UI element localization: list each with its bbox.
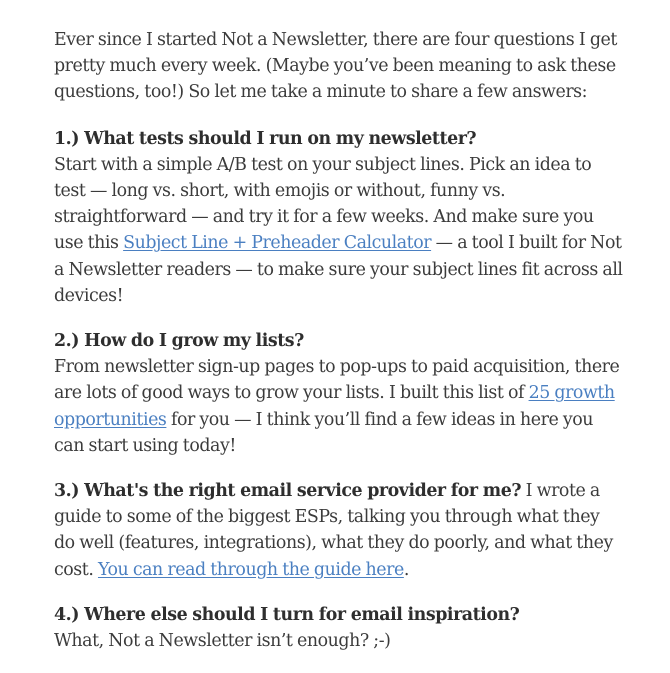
faq-question-2: 2.) How do I grow my lists?: [54, 331, 304, 352]
intro-paragraph: Ever since I started Not a Newsletter, there are four questions I get pretty much every week. (Maybe you’ve been meaning to ask these questions, too!) So let me take a minute to share a few answers:: [54, 30, 617, 103]
faq-section-2: [54, 328, 624, 459]
faq-answer-2-text: From newsletter sign-up pages to pop-ups to paid acquisition, there are lots of good ways to grow your lists. I built this list of: [54, 357, 620, 404]
faq-section-3: [54, 478, 624, 583]
faq-answer-2-text-end: for you — I think you’ll find a few ideas in here you can start using today!: [54, 409, 594, 456]
faq-question-1-block: [54, 126, 624, 309]
faq-question-4-block: [54, 602, 624, 654]
faq-question-4: 4.) Where else should I turn for email inspiration?: [54, 604, 520, 625]
faq-answer-3-period: .: [403, 559, 409, 580]
article-body: [54, 27, 624, 673]
subject-line-calculator-link[interactable]: Subject Line + Preheader Calculator: [123, 233, 432, 254]
growth-opportunities-link[interactable]: 25 growth opportunities: [54, 383, 615, 430]
faq-question-3: 3.) What's the right email service provider for me?: [54, 481, 522, 502]
faq-section-1: [54, 126, 624, 309]
faq-answer-1-text-end: — a tool I built for Not a Newsletter readers — to make sure your subject lines fit across all devices!: [54, 233, 623, 306]
faq-question-1: 1.) What tests should I run on my newsletter?: [54, 128, 477, 149]
esp-guide-link[interactable]: You can read through the guide here: [97, 559, 404, 580]
faq-question-3-block: [54, 478, 624, 583]
faq-section-4: [54, 602, 624, 654]
faq-answer-4-text: What, Not a Newsletter isn’t enough? ;-): [54, 631, 391, 652]
faq-answer-3-text: I wrote a guide to some of the biggest ESPs, talking you through what they do well (features, integrations), what they do poorly, and what they cost.: [54, 481, 613, 580]
faq-answer-1-text: Start with a simple A/B test on your subject lines. Pick an idea to test — long vs. short, with emojis or without, funny vs. straightforward — and try it for a few weeks. And make sure you use this: [54, 154, 594, 254]
faq-question-2-block: [54, 328, 624, 459]
